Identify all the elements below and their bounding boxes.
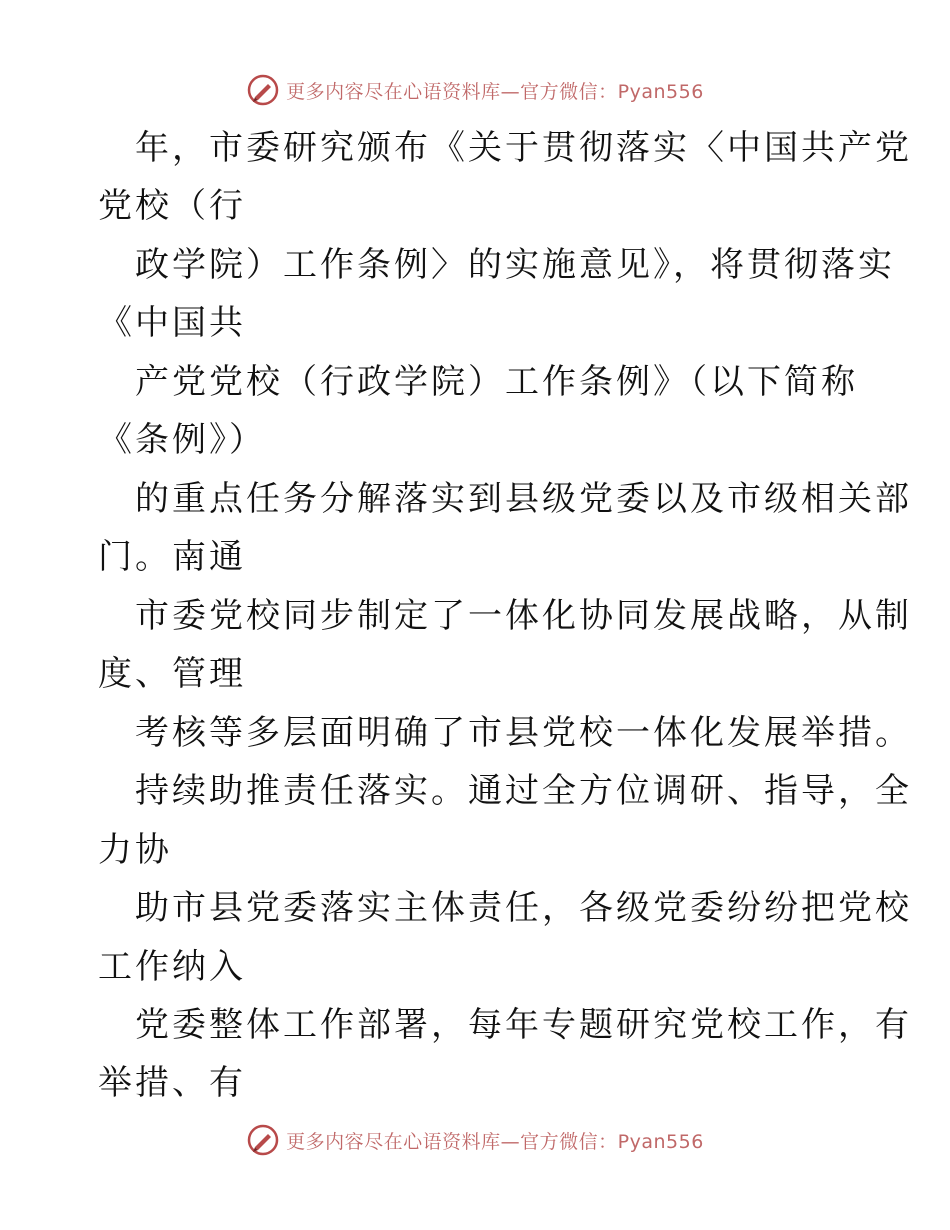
text-line: 力协 — [98, 830, 172, 870]
footer-banner-text: 更多内容尽在心语资料库—官方微信：Pyan556 — [286, 1130, 704, 1153]
text-line: 《中国共 — [98, 303, 246, 343]
text-line: 举措、有 — [98, 1063, 246, 1103]
header-banner-text: 更多内容尽在心语资料库—官方微信：Pyan556 — [286, 80, 704, 103]
text-line: 考核等多层面明确了市县党校一体化发展举措。 — [135, 713, 912, 753]
text-line: 政学院）工作条例〉的实施意见》，将贯彻落实 — [135, 245, 895, 285]
text-line: 产党党校（行政学院）工作条例》（以下简称 — [135, 362, 858, 402]
text-line: 市委党校同步制定了一体化协同发展战略，从制 — [135, 596, 912, 636]
text-line: 度、管理 — [98, 654, 246, 694]
text-line: 门。南通 — [98, 537, 246, 577]
text-line: 年，市委研究颁布《关于贯彻落实〈中国共产党 — [135, 128, 912, 168]
pen-logo-icon — [246, 1123, 280, 1157]
text-line: 党委整体工作部署，每年专题研究党校工作，有 — [135, 1005, 912, 1045]
text-line: 持续助推责任落实。通过全方位调研、指导，全 — [135, 771, 912, 811]
text-line: 工作纳入 — [98, 947, 246, 987]
text-line: 的重点任务分解落实到县级党委以及市级相关部 — [135, 479, 912, 519]
text-line: 《条例》） — [98, 420, 266, 460]
footer-banner — [0, 1120, 950, 1160]
text-line: 党校（行 — [98, 186, 246, 226]
text-line: 助市县党委落实主体责任，各级党委纷纷把党校 — [135, 888, 912, 928]
